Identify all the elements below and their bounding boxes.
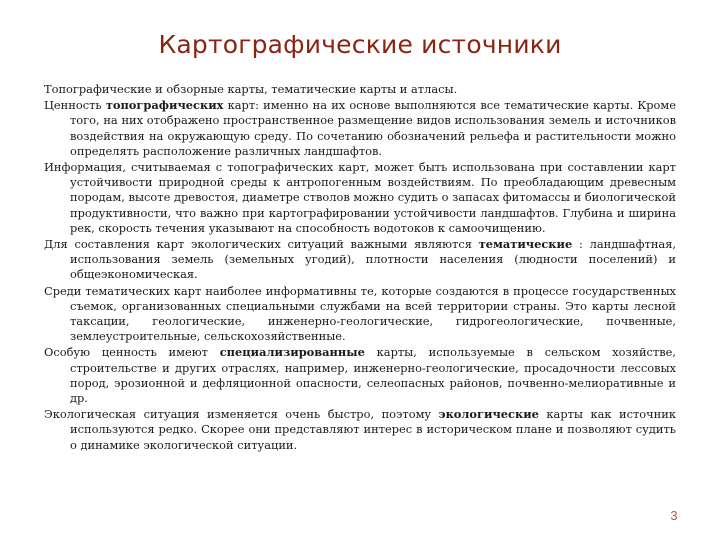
paragraph-7-text-start: Экологическая ситуация изменяется очень быстро, поэтому — [44, 407, 439, 422]
paragraph-4-text-start: Для составления карт экологических ситуаций важными являются — [44, 237, 479, 252]
paragraph-6-text-start: Особую ценность имеют — [44, 345, 220, 360]
paragraph-7-emphasis: экологические — [438, 407, 539, 422]
paragraph-2 — [44, 98, 676, 159]
paragraph-5 — [44, 284, 676, 345]
slide-title: Картографические источники — [158, 30, 562, 59]
paragraph-4 — [44, 237, 676, 283]
paragraph-6 — [44, 345, 676, 406]
slide-body — [44, 82, 676, 454]
paragraph-6-emphasis: специализированные — [219, 345, 365, 360]
paragraph-2-emphasis: топографических — [105, 98, 224, 113]
paragraph-4-emphasis: тематические — [478, 237, 573, 252]
paragraph-2-text-end: карт: именно на их основе выполняются все тематические карты. Кроме того, на них отображено пространственное размещение видов использования земель и источников воздействия на окружающую среду. По сочетанию обозначений рельефа и растительности можно определять расположение различных ландшафтов. — [70, 98, 676, 158]
paragraph-4-text-end: : ландшафтная, использования земель (земельных угодий), плотности населения (людности поселений) и общеэкономическая. — [70, 237, 677, 282]
paragraph-3 — [44, 160, 676, 236]
page-number: 3 — [670, 508, 678, 523]
paragraph-7 — [44, 407, 676, 453]
paragraph-5-text: Среди тематических карт наиболее информативны те, которые создаются в процессе государственных съемок, организованных специальными службами на всей территории страны. Это карты лесной таксации, геологические, инженерно-геологические, гидрогеологические, почвенные, землеустроительные, сельскохозяйственные. — [44, 283, 676, 344]
paragraph-1-text: Топографические и обзорные карты, тематические карты и атласы. — [44, 82, 458, 96]
paragraph-3-text: Информация, считываемая с топографических карт, может быть использована при составлении карт устойчивости природной среды к антропогенным воздействиям. По преобладающим древесным породам, высоте древостоя, диаметре стволов можно судить о запасах фитомассы и биологической продуктивности, что важно при картографировании устойчивости ландшафтов. Глубина и ширина рек, скорость течения указывают на способность водотоков к самоочищению. — [44, 160, 676, 235]
paragraph-1 — [44, 82, 676, 97]
paragraph-2-text-start: Ценность — [44, 98, 106, 113]
paragraph-6-text-end: карты, используемые в сельском хозяйстве, строительстве и других отраслях, например, инженерно-геологические, просадочности лессовых пород, эрозионной и дефляционной опасности, селеопасных районов, почвенно-мелиоративные и др. — [70, 345, 676, 406]
paragraph-7-text-end: карты как источник используются редко. Скорее они представляют интерес в историческом плане и позволяют судить о динамике экологической ситуации. — [70, 407, 676, 452]
